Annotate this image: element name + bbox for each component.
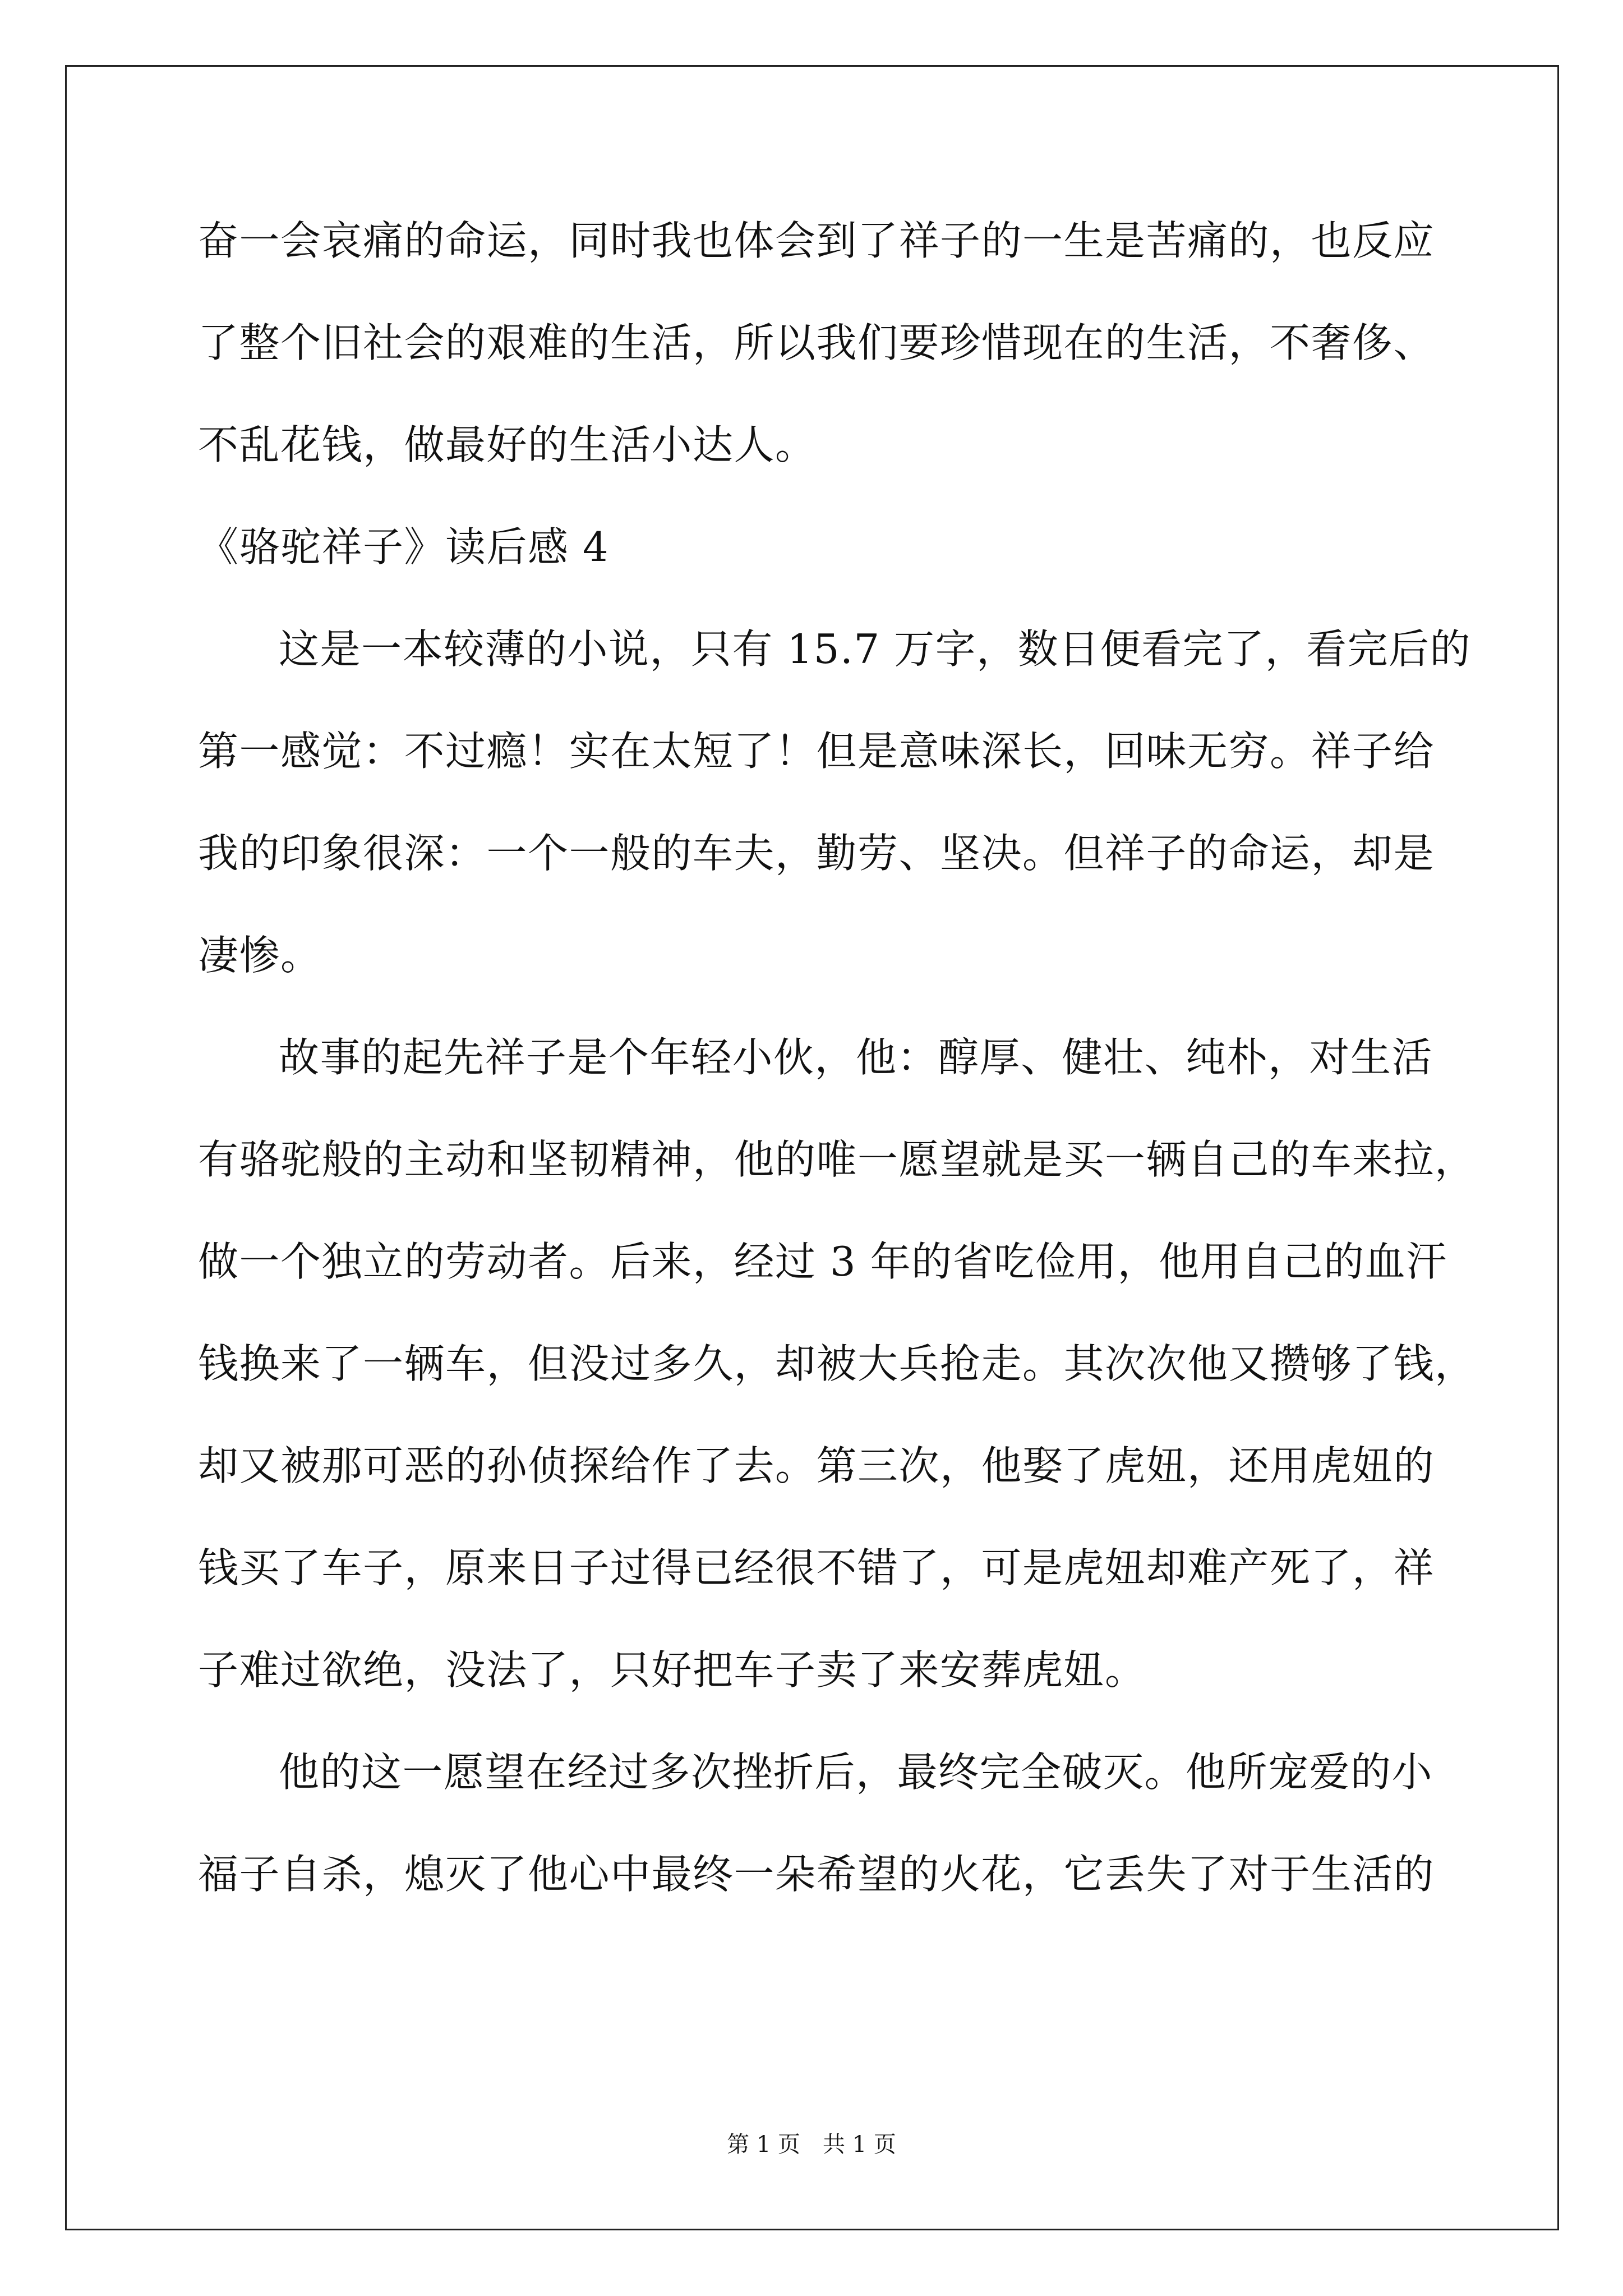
text-line: 子难过欲绝，没法了，只好把车子卖了来安葬虎妞。 bbox=[198, 1646, 1146, 1694]
text-line: 不乱花钱，做最好的生活小达人。 bbox=[198, 421, 817, 468]
text-line: 我的印象很深：一个一般的车夫，勤劳、坚决。但祥子的命运，却是 bbox=[198, 830, 1435, 877]
text-line: 福子自杀，熄灭了他心中最终一朵希望的火花，它丢失了对于生活的 bbox=[198, 1851, 1435, 1898]
text-line: 有骆驼般的主动和坚韧精神，他的唯一愿望就是买一辆自己的车来拉， bbox=[198, 1136, 1476, 1183]
page-number-footer: 第 1 页 共 1 页 bbox=[727, 2132, 896, 2157]
text-line: 他的这一愿望在经过多次挫折后，最终完全破灭。他所宠爱的小 bbox=[279, 1749, 1433, 1796]
text-line: 钱买了车子，原来日子过得已经很不错了，可是虎妞却难产死了，祥 bbox=[198, 1544, 1435, 1591]
text-line: 故事的起先祥子是个年轻小伙，他：醇厚、健壮、纯朴，对生活 bbox=[279, 1034, 1433, 1081]
text-line: 却又被那可恶的孙侦探给作了去。第三次，他娶了虎妞，还用虎妞的 bbox=[198, 1442, 1435, 1489]
text-line: 做一个独立的劳动者。后来，经过 3 年的省吃俭用，他用自己的血汗 bbox=[198, 1238, 1447, 1285]
text-line: 凄惨。 bbox=[198, 932, 322, 979]
section-heading: 《骆驼祥子》读后感 4 bbox=[198, 523, 610, 570]
text-line: 了整个旧社会的艰难的生活，所以我们要珍惜现在的生活，不奢侈、 bbox=[198, 319, 1435, 366]
text-line: 奋一会哀痛的命运，同时我也体会到了祥子的一生是苦痛的，也反应 bbox=[198, 217, 1435, 264]
text-line: 钱换来了一辆车，但没过多久，却被大兵抢走。其次次他又攒够了钱， bbox=[198, 1340, 1476, 1387]
text-line: 这是一本较薄的小说，只有 15.7 万字，数日便看完了，看完后的 bbox=[279, 625, 1472, 673]
text-line: 第一感觉：不过瘾！实在太短了！但是意味深长，回味无穷。祥子给 bbox=[198, 728, 1435, 775]
